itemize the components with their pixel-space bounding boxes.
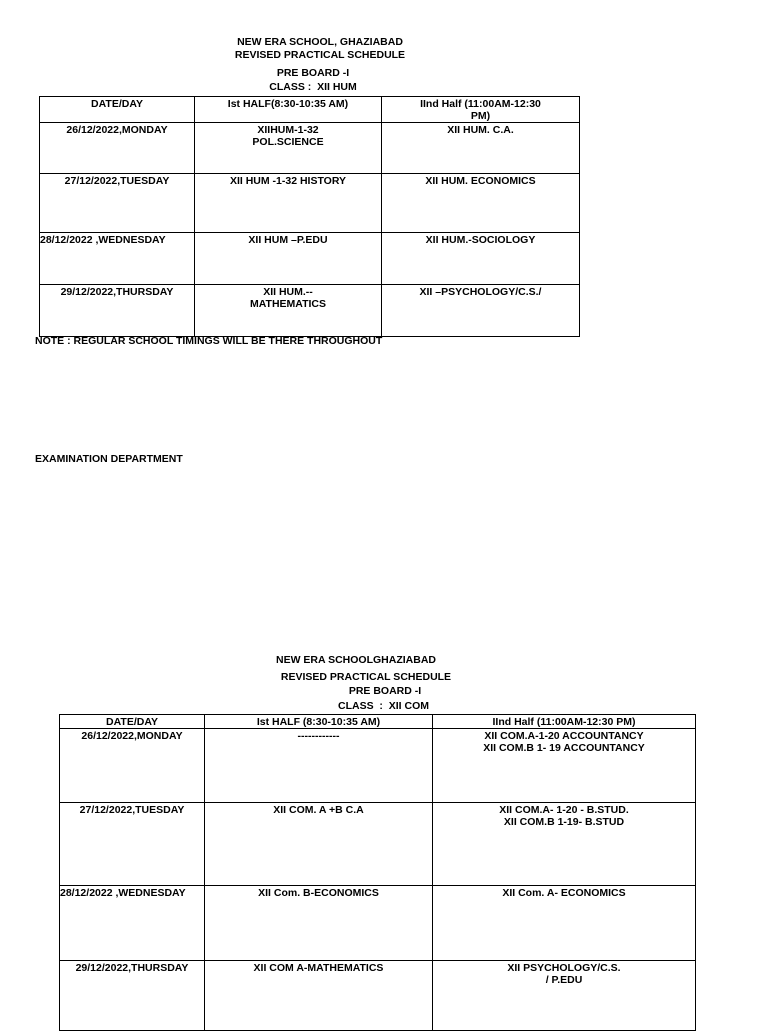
row-first-half: XIIHUM-1-32 POL.SCIENCE [195, 123, 382, 174]
row-first-half: XII HUM –P.EDU [195, 233, 382, 285]
row-second-half: XII –PSYCHOLOGY/C.S./ [382, 285, 580, 337]
examination-department: EXAMINATION DEPARTMENT [35, 453, 183, 465]
table-row [40, 174, 580, 233]
table-row [40, 233, 580, 285]
table-row [60, 886, 696, 961]
table-row [60, 961, 696, 1031]
row-day: 28/12/2022 ,WEDNESDAY [60, 886, 205, 961]
table-row [60, 803, 696, 886]
row-day: 27/12/2022,TUESDAY [60, 803, 205, 886]
table-header-row [40, 97, 580, 123]
com-class: CLASS : XII COM [337, 700, 429, 712]
row-day: 28/12/2022 ,WEDNESDAY [40, 233, 195, 285]
hum-schedule-title: REVISED PRACTICAL SCHEDULE [234, 49, 406, 61]
row-first-half: XII COM. A +B C.A [205, 803, 433, 886]
row-day: 27/12/2022,TUESDAY [40, 174, 195, 233]
row-day: 29/12/2022,THURSDAY [40, 285, 195, 337]
header-date-day: DATE/DAY [60, 715, 205, 729]
table-row [40, 123, 580, 174]
row-second-half: XII PSYCHOLOGY/C.S. / P.EDU [433, 961, 696, 1031]
row-day: 26/12/2022,MONDAY [60, 729, 205, 803]
table-row [40, 285, 580, 337]
row-day: 26/12/2022,MONDAY [40, 123, 195, 174]
row-second-half: XII HUM. ECONOMICS [382, 174, 580, 233]
row-second-half: XII HUM. C.A. [382, 123, 580, 174]
hum-school-name: NEW ERA SCHOOL, GHAZIABAD [237, 36, 403, 48]
com-school-name: NEW ERA SCHOOLGHAZIABAD [275, 654, 437, 666]
hum-class: CLASS : XII HUM [269, 81, 357, 93]
header-second-half: IInd Half (11:00AM-12:30 PM) [433, 715, 696, 729]
table-row [60, 729, 696, 803]
row-day: 29/12/2022,THURSDAY [60, 961, 205, 1031]
row-first-half: XII HUM.-- MATHEMATICS [195, 285, 382, 337]
header-second-half: IInd Half (11:00AM-12:30 PM) [382, 97, 580, 123]
row-first-half: XII HUM -1-32 HISTORY [195, 174, 382, 233]
hum-preboard: PRE BOARD -I [276, 67, 350, 79]
header-first-half: Ist HALF(8:30-10:35 AM) [195, 97, 382, 123]
com-schedule-table [59, 714, 696, 1031]
row-first-half: XII Com. B-ECONOMICS [205, 886, 433, 961]
row-first-half: XII COM A-MATHEMATICS [205, 961, 433, 1031]
row-first-half: ------------ [205, 729, 433, 803]
hum-note: NOTE : REGULAR SCHOOL TIMINGS WILL BE THERE THROUGHOUT [35, 335, 383, 347]
table-header-row [60, 715, 696, 729]
row-second-half: XII HUM.-SOCIOLOGY [382, 233, 580, 285]
hum-schedule-table [39, 96, 580, 337]
com-schedule-title: REVISED PRACTICAL SCHEDULE [280, 671, 452, 683]
header-date-day: DATE/DAY [40, 97, 195, 123]
row-second-half: XII COM.A- 1-20 - B.STUD. XII COM.B 1-19- B.STUD [433, 803, 696, 886]
com-preboard: PRE BOARD -I [348, 685, 422, 697]
row-second-half: XII Com. A- ECONOMICS [433, 886, 696, 961]
header-first-half: Ist HALF (8:30-10:35 AM) [205, 715, 433, 729]
row-second-half: XII COM.A-1-20 ACCOUNTANCY XII COM.B 1- 19 ACCOUNTANCY [433, 729, 696, 803]
